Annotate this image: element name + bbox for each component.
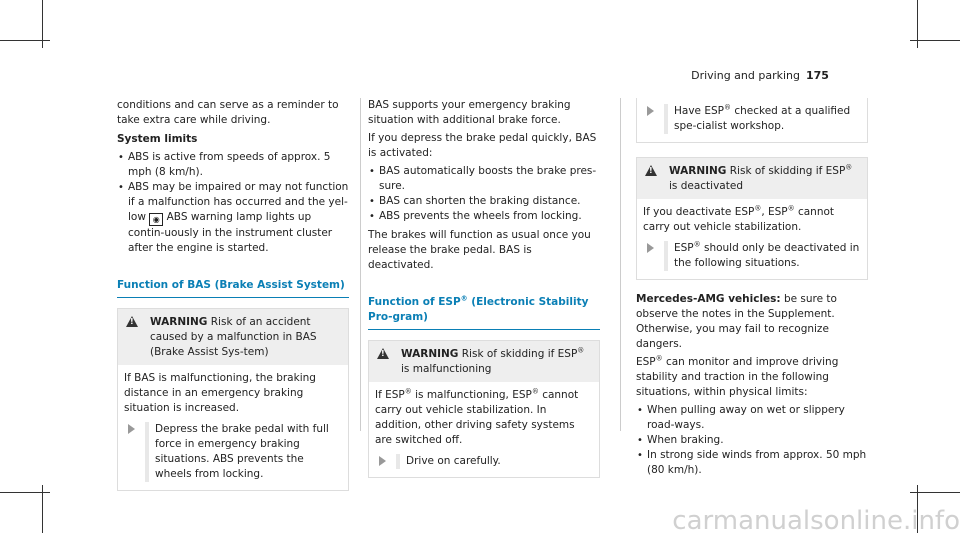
list-item-text: ABS may be impaired or may not function if a malfunction has occurred and the yel-	[128, 181, 349, 208]
section-title: Function of ESP® (Electronic Stability Pro-gram)	[368, 295, 600, 330]
instruction-step	[643, 104, 861, 134]
step-text: ESP® should only be deactivated in the following situations.	[664, 241, 861, 271]
list-item	[117, 180, 349, 256]
step-text: Have ESP® checked at a qualified spe-cialist workshop.	[664, 104, 861, 134]
system-limits-title: System limits	[117, 133, 198, 145]
watermark: carmanualsonline.info	[672, 506, 960, 536]
column-3	[636, 98, 868, 482]
section-header: Driving and parking	[691, 69, 800, 82]
amg-note: Mercedes-AMG vehicles: be sure to observe the notes in the Supplement. Otherwise, you may fail to recognize dangers.	[636, 293, 837, 350]
warning-label: WARNING	[401, 348, 459, 360]
step-text: Depress the brake pedal with full force in emergency braking situations. ABS prevents the wheels from locking.	[145, 422, 342, 482]
warning-body	[118, 365, 348, 490]
list-item: • When pulling away on wet or slippery road-ways.	[636, 403, 868, 433]
warning-body-text: If ESP® is malfunctioning, ESP® cannot carry out vehicle stabilization. In addition, other driving safety systems are switched off.	[375, 387, 579, 446]
warning-header: ! WARNING Risk of skidding if ESP® is deactivated	[637, 158, 867, 199]
intro-text: conditions and can serve as a reminder to take extra care while driving.	[117, 99, 339, 126]
limits-list	[117, 150, 349, 256]
list-item: • In strong side winds from approx. 50 mph (80 km/h).	[636, 448, 868, 478]
step-arrow-icon	[379, 456, 386, 466]
paragraph: ESP® can monitor and improve driving stability and traction in the following situations, within physical limits:	[636, 354, 839, 398]
warning-body-text: If BAS is malfunctioning, the braking distance in an emergency braking situation is increased.	[124, 372, 316, 414]
column-divider	[620, 98, 621, 431]
step-arrow-icon	[128, 424, 135, 434]
warning-box	[117, 308, 349, 491]
step-arrow-icon	[647, 243, 654, 253]
section-title: Function of BAS (Brake Assist System)	[117, 278, 349, 298]
esp-list	[636, 403, 868, 478]
warning-header: ! WARNING Risk of skidding if ESP® is malfunctioning	[369, 341, 599, 382]
instruction-box	[636, 98, 868, 143]
instruction-step	[643, 241, 861, 271]
step-text: Drive on carefully.	[396, 454, 501, 469]
crop-mark	[0, 492, 50, 493]
column-divider	[360, 98, 361, 431]
column-1	[117, 98, 349, 491]
warning-body	[637, 199, 867, 279]
list-item: • ABS prevents the wheels from locking.	[368, 209, 600, 224]
list-item: • BAS can shorten the braking distance.	[368, 194, 600, 209]
step-arrow-icon	[647, 106, 654, 116]
page-number: 175	[806, 69, 829, 82]
paragraph: If you depress the brake pedal quickly, BAS is activated:	[368, 132, 597, 159]
abs-warning-lamp-icon: ◉	[149, 213, 163, 226]
crop-mark	[0, 40, 50, 41]
column-2	[368, 98, 600, 478]
list-item: • BAS automatically boosts the brake pres-sure.	[368, 164, 600, 194]
warning-triangle-icon	[645, 165, 657, 176]
crop-mark	[910, 492, 960, 493]
list-item-text: ABS warning lamp lights up contin-uously in the instrument cluster after the engine is started.	[128, 211, 333, 254]
warning-triangle-icon	[126, 316, 138, 327]
warning-box	[636, 157, 868, 280]
intro-text: BAS supports your emergency braking situation with additional brake force.	[368, 99, 571, 126]
warning-box	[368, 340, 600, 478]
list-item-text: low	[128, 211, 146, 223]
warning-triangle-icon	[377, 348, 389, 359]
instruction-step	[375, 454, 593, 469]
warning-label: WARNING	[150, 316, 208, 328]
warning-label: WARNING	[669, 165, 727, 177]
crop-mark	[910, 40, 960, 41]
warning-body	[369, 382, 599, 477]
paragraph: The brakes will function as usual once you release the brake pedal. BAS is deactivated.	[368, 229, 591, 271]
instruction-step	[124, 422, 342, 482]
warning-body-text: If you deactivate ESP®, ESP® cannot carry out vehicle stabilization.	[643, 204, 835, 233]
bas-list	[368, 164, 600, 224]
warning-header	[118, 309, 348, 365]
list-item: • ABS is active from speeds of approx. 5 mph (8 km/h).	[117, 150, 349, 180]
list-item: • When braking.	[636, 433, 868, 448]
warning-head: Risk of an accident caused by a malfunction in BAS (Brake Assist Sys-tem)	[150, 316, 317, 358]
